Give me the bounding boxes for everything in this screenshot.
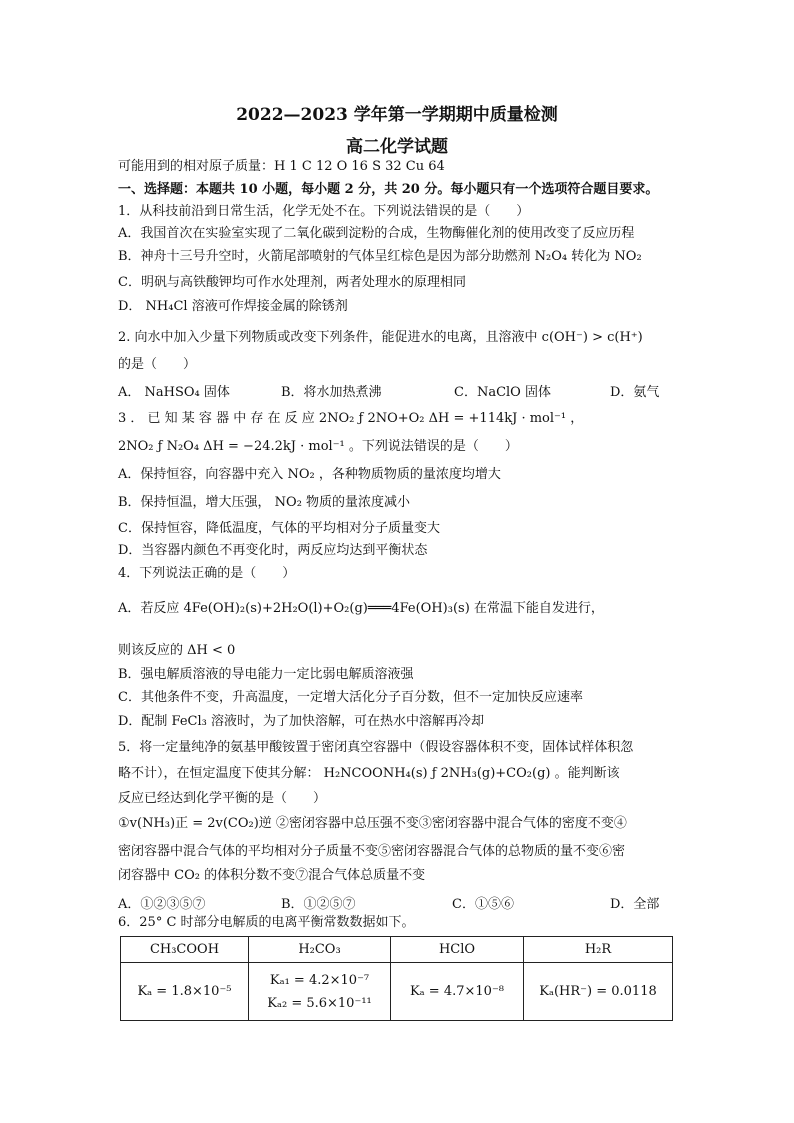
q6-stem: 6．25° C 时部分电解质的电离平衡常数数据如下。 [118, 915, 415, 930]
q5-option-a: A．①②③⑤⑦ [118, 897, 206, 912]
q2-option-a: A． NaHSO₄ 固体 [118, 385, 230, 400]
q2-stem-line2: 的是（ ） [118, 357, 197, 372]
exam-subtitle: 高二化学试题 [346, 137, 448, 157]
q4-option-a-line1: A．若反应 4Fe(OH)₂(s)+2H₂O(l)+O₂(g)═══4Fe(OH)₃(s) 在常温下能自发进行， [118, 601, 604, 616]
q5-line2: 略不计），在恒定温度下使其分解： H₂NCOONH₄(s) ƒ 2NH₃(g)+CO₂(g) 。能判断该 [118, 766, 620, 781]
ionization-constants-table [120, 936, 673, 1021]
q1-option-b: B．神舟十三号升空时，火箭尾部喷射的气体呈红棕色是因为部分助燃剂 N₂O₄ 转化为 NO₂ [118, 249, 642, 264]
q1-option-d: D． NH₄Cl 溶液可作焊接金属的除锈剂 [118, 299, 348, 314]
exam-title: 2022—2023 学年第一学期期中质量检测 [236, 105, 558, 125]
q5-option-b: B．①②⑤⑦ [281, 897, 356, 912]
table-header-row [121, 937, 673, 963]
q2-stem-line1: 2. 向水中加入少量下列物质或改变下列条件，能促进水的电离，且溶液中 c(OH⁻) > c(H⁺) [118, 330, 643, 345]
q1-stem: 1．从科技前沿到日常生活，化学无处不在。下列说法错误的是（ ） [118, 204, 530, 219]
hclo-ka-cell: Kₐ = 4.7×10⁻⁸ [391, 963, 524, 1021]
q5-option-c: C．①⑤⑥ [452, 897, 514, 912]
q3-option-d: D．当容器内颜色不再变化时，两反应均达到平衡状态 [118, 543, 428, 558]
h2co3-ka2: Kₐ₂ = 5.6×10⁻¹¹ [267, 995, 372, 1011]
q4-option-a-line2: 则该反应的 ΔH < 0 [118, 643, 236, 658]
table-header-cell: H₂CO₃ [249, 937, 391, 963]
h2co3-ka-cell [249, 963, 391, 1021]
atomic-masses: 可能用到的相对原子质量：H 1 C 12 O 16 S 32 Cu 64 [118, 159, 445, 174]
q5-line3: 反应已经达到化学平衡的是（ ） [118, 791, 327, 806]
h2co3-ka1: Kₐ₁ = 4.2×10⁻⁷ [269, 972, 370, 988]
q4-option-b: B．强电解质溶液的导电能力一定比弱电解质溶液强 [118, 667, 414, 682]
q3-option-b: B．保持恒温，增大压强， NO₂ 物质的量浓度减小 [118, 495, 411, 510]
q4-option-d: D．配制 FeCl₃ 溶液时，为了加快溶解，可在热水中溶解再冷却 [118, 714, 485, 729]
table-header-cell: H₂R [524, 937, 673, 963]
q3-stem-line1: 3 ． 已 知 某 容 器 中 存 在 反 应 2NO₂ ƒ 2NO+O₂ ΔH = +114kJ · mol⁻¹ ， [118, 411, 584, 426]
q5-line1: 5．将一定量纯净的氨基甲酸铵置于密闭真空容器中（假设容器体积不变，固体试样体积忽 [118, 740, 634, 755]
h2r-ka-cell: Kₐ(HR⁻) = 0.0118 [524, 963, 673, 1021]
q2-option-d: D．氨气 [610, 385, 660, 400]
ch3cooh-ka-cell: Kₐ = 1.8×10⁻⁵ [121, 963, 249, 1021]
q3-stem-line2: 2NO₂ ƒ N₂O₄ ΔH = −24.2kJ · mol⁻¹ 。下列说法错误的是（ ） [118, 439, 518, 454]
q1-option-a: A．我国首次在实验室实现了二氧化碳到淀粉的合成，生物酶催化剂的使用改变了反应历程 [118, 226, 635, 241]
table-header-cell: HClO [391, 937, 524, 963]
q3-option-a: A．保持恒容，向容器中充入 NO₂ ，各种物质物质的量浓度均增大 [118, 467, 501, 482]
q5-line5: 密闭容器中混合气体的平均相对分子质量不变⑤密闭容器混合气体的总物质的量不变⑥密 [118, 844, 626, 859]
table-header-cell: CH₃COOH [121, 937, 249, 963]
q5-line4: ①v(NH₃)正 = 2v(CO₂)逆 ②密闭容器中总压强不变③密闭容器中混合气体的密度不变④ [118, 816, 627, 831]
q4-option-c: C．其他条件不变，升高温度，一定增大活化分子百分数，但不一定加快反应速率 [118, 690, 583, 705]
q5-line6: 闭容器中 CO₂ 的体积分数不变⑦混合气体总质量不变 [118, 868, 426, 883]
section1-heading: 一、选择题：本题共 10 小题，每小题 2 分，共 20 分。每小题只有一个选项符合题目要求。 [118, 182, 659, 197]
q2-option-c: C．NaClO 固体 [454, 385, 551, 400]
q4-stem: 4．下列说法正确的是（ ） [118, 566, 296, 581]
table-row [121, 963, 673, 1021]
q3-option-c: C．保持恒容，降低温度，气体的平均相对分子质量变大 [118, 521, 440, 536]
q2-option-b: B．将水加热煮沸 [281, 385, 382, 400]
q5-option-d: D．全部 [610, 897, 660, 912]
q1-option-c: C．明矾与高铁酸钾均可作水处理剂，两者处理水的原理相同 [118, 275, 466, 290]
